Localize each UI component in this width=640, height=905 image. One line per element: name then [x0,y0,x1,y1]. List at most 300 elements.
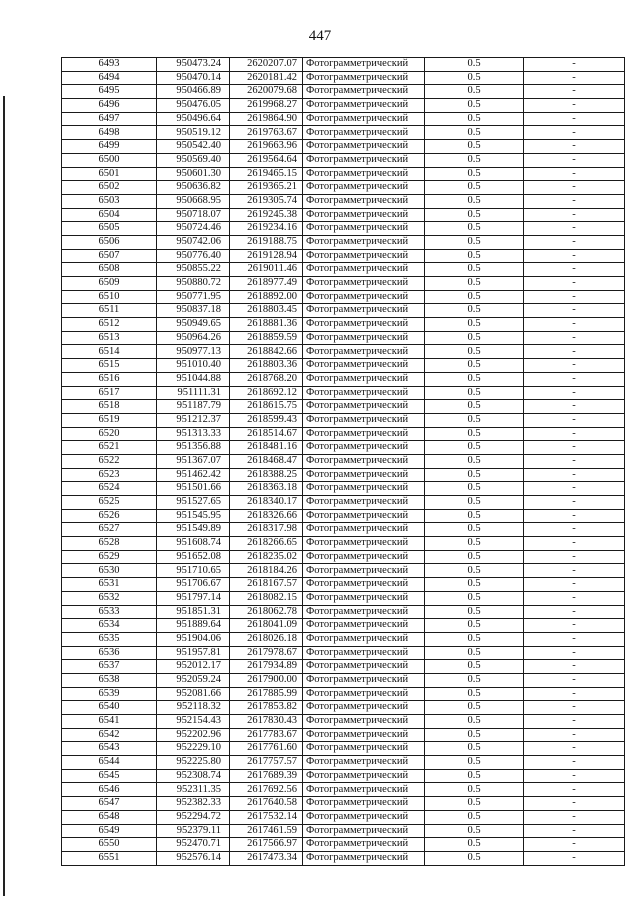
note-cell: - [524,181,625,195]
table-row [62,194,625,208]
method-cell: Фотограмметрический [303,509,425,523]
y-coordinate-cell: 2619864.90 [230,112,303,126]
x-coordinate-cell: 950855.22 [157,263,230,277]
point-number-cell: 6495 [62,85,157,99]
method-cell: Фотограмметрический [303,112,425,126]
method-cell: Фотограмметрический [303,413,425,427]
x-coordinate-cell: 950636.82 [157,181,230,195]
method-cell: Фотограмметрический [303,810,425,824]
x-coordinate-cell: 951549.89 [157,523,230,537]
method-cell: Фотограмметрический [303,468,425,482]
note-cell: - [524,290,625,304]
accuracy-cell: 0.5 [425,427,524,441]
accuracy-cell: 0.5 [425,112,524,126]
x-coordinate-cell: 952470.71 [157,838,230,852]
y-coordinate-cell: 2620207.07 [230,58,303,72]
y-coordinate-cell: 2618388.25 [230,468,303,482]
accuracy-cell: 0.5 [425,359,524,373]
note-cell: - [524,58,625,72]
method-cell: Фотограмметрический [303,605,425,619]
table-row [62,701,625,715]
accuracy-cell: 0.5 [425,482,524,496]
note-cell: - [524,550,625,564]
point-number-cell: 6528 [62,537,157,551]
point-number-cell: 6529 [62,550,157,564]
note-cell: - [524,537,625,551]
method-cell: Фотограмметрический [303,783,425,797]
y-coordinate-cell: 2618842.66 [230,345,303,359]
note-cell: - [524,619,625,633]
point-number-cell: 6526 [62,509,157,523]
table-row [62,454,625,468]
note-cell: - [524,756,625,770]
method-cell: Фотограмметрический [303,140,425,154]
note-cell: - [524,810,625,824]
accuracy-cell: 0.5 [425,126,524,140]
point-number-cell: 6523 [62,468,157,482]
y-coordinate-cell: 2619234.16 [230,222,303,236]
note-cell: - [524,85,625,99]
accuracy-cell: 0.5 [425,58,524,72]
note-cell: - [524,632,625,646]
point-number-cell: 6493 [62,58,157,72]
method-cell: Фотограмметрический [303,578,425,592]
point-number-cell: 6536 [62,646,157,660]
method-cell: Фотограмметрический [303,249,425,263]
y-coordinate-cell: 2617934.89 [230,660,303,674]
table-row [62,372,625,386]
y-coordinate-cell: 2617689.39 [230,769,303,783]
table-row [62,427,625,441]
table-row [62,441,625,455]
x-coordinate-cell: 950569.40 [157,153,230,167]
accuracy-cell: 0.5 [425,167,524,181]
accuracy-cell: 0.5 [425,578,524,592]
y-coordinate-cell: 2617853.82 [230,701,303,715]
y-coordinate-cell: 2618266.65 [230,537,303,551]
x-coordinate-cell: 950880.72 [157,277,230,291]
x-coordinate-cell: 952012.17 [157,660,230,674]
note-cell: - [524,646,625,660]
y-coordinate-cell: 2619968.27 [230,99,303,113]
method-cell: Фотограмметрический [303,482,425,496]
point-number-cell: 6532 [62,591,157,605]
x-coordinate-cell: 951706.67 [157,578,230,592]
method-cell: Фотограмметрический [303,427,425,441]
accuracy-cell: 0.5 [425,783,524,797]
y-coordinate-cell: 2618768.20 [230,372,303,386]
note-cell: - [524,687,625,701]
x-coordinate-cell: 950724.46 [157,222,230,236]
y-coordinate-cell: 2618803.45 [230,304,303,318]
table-row [62,468,625,482]
note-cell: - [524,591,625,605]
accuracy-cell: 0.5 [425,181,524,195]
point-number-cell: 6546 [62,783,157,797]
note-cell: - [524,673,625,687]
point-number-cell: 6535 [62,632,157,646]
point-number-cell: 6542 [62,728,157,742]
method-cell: Фотограмметрический [303,71,425,85]
table-row [62,742,625,756]
y-coordinate-cell: 2620079.68 [230,85,303,99]
method-cell: Фотограмметрический [303,687,425,701]
coordinates-table [61,57,625,866]
table-row [62,58,625,72]
note-cell: - [524,167,625,181]
x-coordinate-cell: 951710.65 [157,564,230,578]
note-cell: - [524,263,625,277]
point-number-cell: 6543 [62,742,157,756]
point-number-cell: 6524 [62,482,157,496]
method-cell: Фотограмметрический [303,673,425,687]
x-coordinate-cell: 950742.06 [157,235,230,249]
y-coordinate-cell: 2619365.21 [230,181,303,195]
table-row [62,605,625,619]
x-coordinate-cell: 950977.13 [157,345,230,359]
table-row [62,687,625,701]
accuracy-cell: 0.5 [425,701,524,715]
table-row [62,550,625,564]
method-cell: Фотограмметрический [303,591,425,605]
x-coordinate-cell: 951356.88 [157,441,230,455]
note-cell: - [524,126,625,140]
note-cell: - [524,715,625,729]
note-cell: - [524,728,625,742]
y-coordinate-cell: 2617885.99 [230,687,303,701]
method-cell: Фотограмметрический [303,537,425,551]
x-coordinate-cell: 951608.74 [157,537,230,551]
table-row [62,619,625,633]
method-cell: Фотограмметрический [303,824,425,838]
y-coordinate-cell: 2617757.57 [230,756,303,770]
table-row [62,851,625,865]
method-cell: Фотограмметрический [303,290,425,304]
point-number-cell: 6531 [62,578,157,592]
method-cell: Фотограмметрический [303,235,425,249]
point-number-cell: 6525 [62,496,157,510]
accuracy-cell: 0.5 [425,715,524,729]
point-number-cell: 6533 [62,605,157,619]
x-coordinate-cell: 950542.40 [157,140,230,154]
point-number-cell: 6530 [62,564,157,578]
y-coordinate-cell: 2618599.43 [230,413,303,427]
y-coordinate-cell: 2620181.42 [230,71,303,85]
y-coordinate-cell: 2618514.67 [230,427,303,441]
point-number-cell: 6502 [62,181,157,195]
accuracy-cell: 0.5 [425,331,524,345]
x-coordinate-cell: 952081.66 [157,687,230,701]
accuracy-cell: 0.5 [425,851,524,865]
method-cell: Фотограмметрический [303,797,425,811]
point-number-cell: 6519 [62,413,157,427]
x-coordinate-cell: 951797.14 [157,591,230,605]
x-coordinate-cell: 951187.79 [157,400,230,414]
note-cell: - [524,660,625,674]
method-cell: Фотограмметрический [303,564,425,578]
method-cell: Фотограмметрический [303,126,425,140]
y-coordinate-cell: 2619188.75 [230,235,303,249]
accuracy-cell: 0.5 [425,564,524,578]
y-coordinate-cell: 2618235.02 [230,550,303,564]
accuracy-cell: 0.5 [425,222,524,236]
accuracy-cell: 0.5 [425,263,524,277]
method-cell: Фотограмметрический [303,756,425,770]
note-cell: - [524,99,625,113]
y-coordinate-cell: 2617566.97 [230,838,303,852]
point-number-cell: 6549 [62,824,157,838]
x-coordinate-cell: 951527.65 [157,496,230,510]
y-coordinate-cell: 2618892.00 [230,290,303,304]
method-cell: Фотограмметрический [303,372,425,386]
method-cell: Фотограмметрический [303,742,425,756]
table-row [62,756,625,770]
method-cell: Фотограмметрический [303,181,425,195]
y-coordinate-cell: 2618317.98 [230,523,303,537]
y-coordinate-cell: 2618881.36 [230,318,303,332]
note-cell: - [524,249,625,263]
x-coordinate-cell: 950473.24 [157,58,230,72]
point-number-cell: 6508 [62,263,157,277]
accuracy-cell: 0.5 [425,208,524,222]
note-cell: - [524,742,625,756]
note-cell: - [524,318,625,332]
method-cell: Фотограмметрический [303,345,425,359]
accuracy-cell: 0.5 [425,646,524,660]
accuracy-cell: 0.5 [425,235,524,249]
y-coordinate-cell: 2618326.66 [230,509,303,523]
method-cell: Фотограмметрический [303,769,425,783]
accuracy-cell: 0.5 [425,386,524,400]
point-number-cell: 6538 [62,673,157,687]
point-number-cell: 6521 [62,441,157,455]
note-cell: - [524,454,625,468]
note-cell: - [524,277,625,291]
method-cell: Фотограмметрический [303,715,425,729]
note-cell: - [524,509,625,523]
point-number-cell: 6537 [62,660,157,674]
x-coordinate-cell: 952294.72 [157,810,230,824]
point-number-cell: 6500 [62,153,157,167]
point-number-cell: 6516 [62,372,157,386]
point-number-cell: 6540 [62,701,157,715]
accuracy-cell: 0.5 [425,687,524,701]
x-coordinate-cell: 950949.65 [157,318,230,332]
y-coordinate-cell: 2617900.00 [230,673,303,687]
accuracy-cell: 0.5 [425,824,524,838]
accuracy-cell: 0.5 [425,523,524,537]
accuracy-cell: 0.5 [425,632,524,646]
x-coordinate-cell: 952225.80 [157,756,230,770]
table-row [62,783,625,797]
method-cell: Фотограмметрический [303,523,425,537]
method-cell: Фотограмметрический [303,99,425,113]
point-number-cell: 6504 [62,208,157,222]
method-cell: Фотограмметрический [303,331,425,345]
accuracy-cell: 0.5 [425,441,524,455]
y-coordinate-cell: 2619011.46 [230,263,303,277]
point-number-cell: 6539 [62,687,157,701]
table-row [62,673,625,687]
method-cell: Фотограмметрический [303,619,425,633]
accuracy-cell: 0.5 [425,509,524,523]
point-number-cell: 6527 [62,523,157,537]
y-coordinate-cell: 2617783.67 [230,728,303,742]
left-margin-rule [3,96,5,896]
table-row [62,400,625,414]
note-cell: - [524,386,625,400]
note-cell: - [524,222,625,236]
point-number-cell: 6497 [62,112,157,126]
accuracy-cell: 0.5 [425,742,524,756]
y-coordinate-cell: 2618977.49 [230,277,303,291]
note-cell: - [524,783,625,797]
x-coordinate-cell: 952059.24 [157,673,230,687]
table-row [62,318,625,332]
method-cell: Фотограмметрический [303,153,425,167]
y-coordinate-cell: 2619763.67 [230,126,303,140]
method-cell: Фотограмметрический [303,400,425,414]
note-cell: - [524,345,625,359]
note-cell: - [524,701,625,715]
table-row [62,290,625,304]
point-number-cell: 6512 [62,318,157,332]
accuracy-cell: 0.5 [425,413,524,427]
x-coordinate-cell: 950476.05 [157,99,230,113]
method-cell: Фотограмметрический [303,632,425,646]
point-number-cell: 6509 [62,277,157,291]
method-cell: Фотограмметрический [303,208,425,222]
accuracy-cell: 0.5 [425,99,524,113]
point-number-cell: 6503 [62,194,157,208]
table-row [62,715,625,729]
table-row [62,496,625,510]
point-number-cell: 6551 [62,851,157,865]
method-cell: Фотограмметрический [303,441,425,455]
note-cell: - [524,468,625,482]
table-row [62,71,625,85]
method-cell: Фотограмметрический [303,701,425,715]
x-coordinate-cell: 952382.33 [157,797,230,811]
point-number-cell: 6501 [62,167,157,181]
accuracy-cell: 0.5 [425,550,524,564]
x-coordinate-cell: 952379.11 [157,824,230,838]
point-number-cell: 6499 [62,140,157,154]
method-cell: Фотограмметрический [303,167,425,181]
table-row [62,99,625,113]
accuracy-cell: 0.5 [425,85,524,99]
x-coordinate-cell: 951010.40 [157,359,230,373]
table-row [62,235,625,249]
x-coordinate-cell: 952118.32 [157,701,230,715]
table-row [62,277,625,291]
accuracy-cell: 0.5 [425,605,524,619]
y-coordinate-cell: 2618167.57 [230,578,303,592]
x-coordinate-cell: 951889.64 [157,619,230,633]
table-row [62,208,625,222]
table-row [62,112,625,126]
x-coordinate-cell: 951111.31 [157,386,230,400]
table-row [62,810,625,824]
y-coordinate-cell: 2619465.15 [230,167,303,181]
method-cell: Фотограмметрический [303,496,425,510]
note-cell: - [524,359,625,373]
x-coordinate-cell: 951044.88 [157,372,230,386]
point-number-cell: 6518 [62,400,157,414]
accuracy-cell: 0.5 [425,153,524,167]
x-coordinate-cell: 951313.33 [157,427,230,441]
note-cell: - [524,564,625,578]
note-cell: - [524,578,625,592]
point-number-cell: 6510 [62,290,157,304]
x-coordinate-cell: 950601.30 [157,167,230,181]
y-coordinate-cell: 2617532.14 [230,810,303,824]
method-cell: Фотограмметрический [303,550,425,564]
method-cell: Фотограмметрический [303,58,425,72]
method-cell: Фотограмметрический [303,304,425,318]
accuracy-cell: 0.5 [425,673,524,687]
x-coordinate-cell: 950776.40 [157,249,230,263]
accuracy-cell: 0.5 [425,290,524,304]
y-coordinate-cell: 2618859.59 [230,331,303,345]
x-coordinate-cell: 951501.66 [157,482,230,496]
point-number-cell: 6541 [62,715,157,729]
y-coordinate-cell: 2617978.67 [230,646,303,660]
point-number-cell: 6547 [62,797,157,811]
y-coordinate-cell: 2619305.74 [230,194,303,208]
note-cell: - [524,427,625,441]
point-number-cell: 6494 [62,71,157,85]
y-coordinate-cell: 2618363.18 [230,482,303,496]
accuracy-cell: 0.5 [425,277,524,291]
x-coordinate-cell: 952311.35 [157,783,230,797]
table-row [62,838,625,852]
x-coordinate-cell: 952229.10 [157,742,230,756]
note-cell: - [524,838,625,852]
y-coordinate-cell: 2618481.16 [230,441,303,455]
point-number-cell: 6505 [62,222,157,236]
table-row [62,591,625,605]
x-coordinate-cell: 950466.89 [157,85,230,99]
point-number-cell: 6522 [62,454,157,468]
y-coordinate-cell: 2618184.26 [230,564,303,578]
table-body [62,58,625,866]
x-coordinate-cell: 951904.06 [157,632,230,646]
method-cell: Фотограмметрический [303,222,425,236]
accuracy-cell: 0.5 [425,468,524,482]
point-number-cell: 6550 [62,838,157,852]
point-number-cell: 6514 [62,345,157,359]
x-coordinate-cell: 951367.07 [157,454,230,468]
accuracy-cell: 0.5 [425,660,524,674]
table-row [62,140,625,154]
table-row [62,482,625,496]
x-coordinate-cell: 950470.14 [157,71,230,85]
note-cell: - [524,605,625,619]
table-row [62,728,625,742]
x-coordinate-cell: 951851.31 [157,605,230,619]
x-coordinate-cell: 950668.95 [157,194,230,208]
note-cell: - [524,194,625,208]
method-cell: Фотограмметрический [303,646,425,660]
table-row [62,153,625,167]
accuracy-cell: 0.5 [425,140,524,154]
x-coordinate-cell: 952308.74 [157,769,230,783]
note-cell: - [524,400,625,414]
table-row [62,126,625,140]
table-row [62,632,625,646]
y-coordinate-cell: 2618082.15 [230,591,303,605]
